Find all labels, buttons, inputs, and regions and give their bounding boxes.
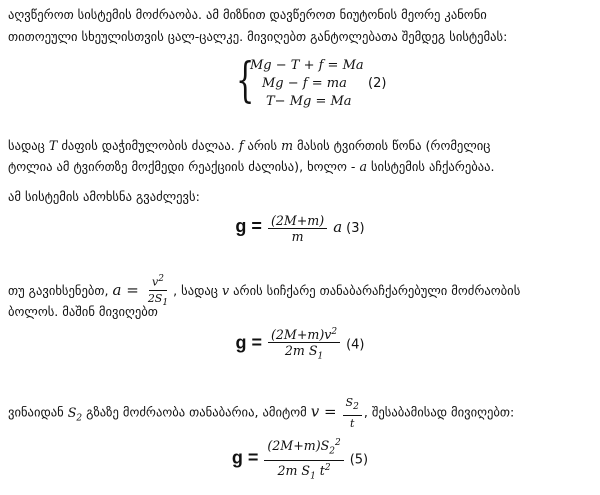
equation-number-3: (3) (346, 221, 365, 236)
paragraph-definitions-line2 (8, 158, 594, 176)
eq4-den-text: 2m S (284, 343, 318, 359)
text-segment: ძაფის დაჭიმულობის ძალაა. (61, 138, 235, 153)
eq5-num-sup: 2 (334, 438, 341, 448)
paragraph-solution: ამ სისტემის ამოხსნა გვაძლევს: (8, 189, 200, 204)
symbol-f: f (238, 138, 244, 153)
text-segment: არის სიჩქარე თანაბარაჩქარებული მოძრაობის (233, 282, 521, 298)
eq3-denominator: m (291, 229, 304, 244)
eq4-den-sub: 1 (317, 351, 324, 362)
equation-3 (0, 214, 600, 243)
eq5-denominator (274, 461, 333, 484)
eq4-denominator (282, 343, 326, 364)
text-segment: თუ გავიხსენებთ, (8, 282, 109, 298)
text-segment: არის (247, 138, 278, 153)
s-letter: S (67, 404, 77, 420)
numerator-sup: 2 (158, 274, 164, 284)
comma: , (173, 282, 178, 298)
left-brace: { (236, 52, 255, 108)
symbol-m: m (281, 138, 294, 153)
eq4-lhs: g = (235, 332, 262, 353)
text-segment: სადაც (181, 282, 218, 298)
numerator-v: v (151, 275, 159, 289)
system-row-3: T− Mg = Ma (266, 94, 352, 109)
equation-5 (0, 437, 600, 483)
text-segment: მასის ტვირთის წონა (რომელიც (297, 138, 491, 153)
v-equals: v = (310, 402, 337, 421)
a-equals: a = (112, 280, 139, 299)
equation-number-5: (5) (349, 452, 369, 468)
system-row-1: Mg − T + f = Ma (250, 58, 364, 73)
eq5-lhs: g = (231, 447, 259, 468)
eq4-num-text: (2M+m)v (271, 327, 332, 343)
paragraph-intro-line1: აღვწეროთ სისტემის მოძრაობა. ამ მიზნით დავწეროთ ნიუტონის მეორე კანონი (8, 7, 487, 22)
denominator-sub: 1 (162, 297, 169, 308)
text-segment: გზაზე მოძრაობა თანაბარია, ამიტომ (86, 404, 307, 420)
eq4-numerator (268, 326, 340, 343)
eq5-den-t: t (315, 462, 325, 478)
symbol-v: v (222, 282, 230, 298)
eq5-den-text: 2m S (277, 462, 311, 478)
eq5-fraction (264, 437, 343, 483)
eq3-numerator: (2M+m) (268, 214, 327, 229)
eq5-num-text: (2M+m)S (267, 438, 330, 454)
symbol-a: a (359, 159, 367, 174)
equation-number-2: (2) (368, 76, 387, 91)
equation-4 (0, 326, 600, 364)
symbol-s2 (67, 404, 83, 424)
system-row-2: Mg − f = ma (262, 76, 347, 91)
denominator-2s: 2S (147, 291, 163, 305)
fraction-denominator: t (349, 417, 355, 431)
num-sub: 2 (353, 402, 359, 413)
text-segment: ტოლია ამ ტვირთზე მოქმედი რეაქციის ძალისა), ხოლო - (8, 159, 356, 174)
eq5-den-sub: 1 (310, 471, 316, 482)
paragraph-recall-line2: ბოლოს. მაშინ მივიღებთ (8, 304, 158, 319)
equation-number-4: (4) (346, 337, 365, 353)
eq5-numerator (264, 437, 343, 461)
symbol-T: T (48, 138, 58, 153)
paragraph-intro-line2: თითოეული სხეულისთვის ცალ-ცალკე. მივიღებთ განტოლებათა შემდეგ სისტემას: (8, 29, 508, 44)
eq5-num-sub: 2 (329, 446, 335, 457)
eq4-num-sup: 2 (331, 327, 338, 337)
eq5-den-sup: 2 (324, 462, 331, 473)
text-segment: სადაც (8, 138, 45, 153)
text-segment: , შესაბამისად მივიღებთ: (363, 404, 515, 420)
eq3-lhs: g = (235, 216, 262, 236)
s-sub: 2 (76, 413, 83, 424)
eq3-fraction (268, 214, 327, 243)
text-segment: ვინაიდან (8, 404, 64, 420)
s2-over-t-fraction (343, 396, 362, 430)
fraction-numerator (149, 273, 167, 291)
paragraph-uniform-motion (8, 396, 594, 430)
eq4-fraction (268, 326, 340, 364)
fraction-numerator (343, 396, 362, 416)
text-segment: სისტემის აჩქარებაა. (370, 159, 495, 174)
num-s: S (345, 396, 354, 409)
eq3-tail: a (333, 218, 343, 236)
paragraph-definitions-line1 (8, 137, 594, 155)
